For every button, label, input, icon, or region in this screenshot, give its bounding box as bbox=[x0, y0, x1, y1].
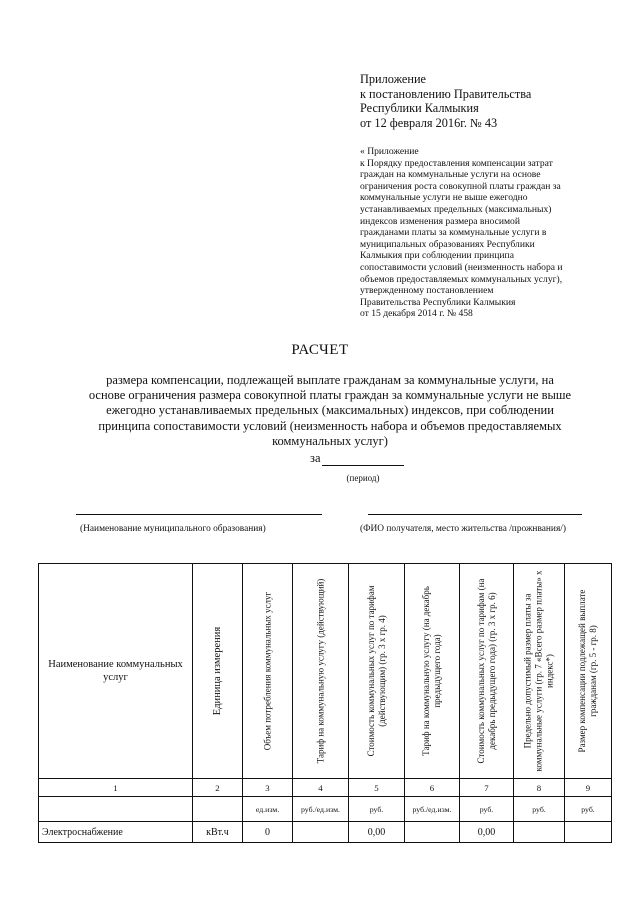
column-number: 3 bbox=[243, 779, 293, 797]
sub-appendix-line: индексов изменения размера вносимой bbox=[360, 215, 520, 227]
header-tariff-prev: Тариф на коммунальную услугу (на декабрь предыдущего года) bbox=[421, 586, 442, 756]
sub-appendix-line: « Приложение bbox=[360, 146, 419, 157]
unit-cell: руб. bbox=[565, 797, 612, 822]
tariff-current-cell bbox=[293, 822, 349, 843]
unit-cell: руб. bbox=[460, 797, 514, 822]
sub-appendix-line: утвержденному постановлением bbox=[360, 285, 494, 297]
period-blank-line bbox=[322, 465, 404, 466]
header-cell bbox=[293, 564, 349, 779]
column-number-row bbox=[39, 779, 612, 797]
max-payment-cell bbox=[514, 822, 565, 843]
header-max-payment: Предельно допустимый размер платы за коммунальные услуги (гр. 7 «Всего размер платы» х индекс*) bbox=[522, 570, 555, 772]
appendix-block bbox=[360, 72, 610, 130]
purpose-line: принципа сопоставимости условий (неизменность набора и объемов предоставляемых bbox=[98, 418, 562, 433]
header-unit: Единица измерения bbox=[211, 626, 223, 716]
sub-appendix-line: объемов предоставляемых коммунальных услуг), bbox=[360, 273, 563, 285]
header-cost-current: Стоимость коммунальных услуг по тарифам (действующим) (гр. 3 х гр. 4) bbox=[365, 585, 387, 757]
column-number: 4 bbox=[293, 779, 349, 797]
sub-appendix-line: устанавливаемых предельных (максимальных) bbox=[360, 203, 552, 215]
column-number: 1 bbox=[39, 779, 193, 797]
cost-current-cell: 0,00 bbox=[349, 822, 405, 843]
sub-appendix-line: к Порядку предоставления компенсации затрат bbox=[360, 157, 553, 169]
header-cost-prev: Стоимость коммунальных услуг по тарифам (на декабрь предыдущего года) (гр. 3 х гр. 6) bbox=[475, 578, 497, 764]
unit-cell: руб. bbox=[349, 797, 405, 822]
appendix-line: Приложение bbox=[360, 72, 426, 86]
period-prefix: за bbox=[310, 451, 321, 465]
recipient-blank-line bbox=[368, 514, 582, 515]
sub-appendix-line: Правительства Республики Калмыкия bbox=[360, 296, 516, 308]
header-cell bbox=[243, 564, 293, 779]
sub-appendix-line: сопоставимости условий (неизменность набора и bbox=[360, 261, 563, 273]
header-cell bbox=[193, 564, 243, 779]
header-cell bbox=[565, 564, 612, 779]
column-number: 7 bbox=[460, 779, 514, 797]
header-compensation: Размер компенсации подлежащей выплате гражданам (гр. 5 - гр. 8) bbox=[577, 589, 598, 753]
unit-cell bbox=[193, 797, 243, 822]
unit-cell bbox=[39, 797, 193, 822]
sub-appendix-line: коммунальные услуги не выше ежегодно bbox=[360, 192, 528, 204]
column-number: 2 bbox=[193, 779, 243, 797]
municipality-caption: (Наименование муниципального образования) bbox=[80, 524, 266, 534]
header-service-name: Наименование коммунальных услуг bbox=[39, 564, 193, 779]
unit-value-cell: кВт.ч bbox=[193, 822, 243, 843]
unit-cell: ед.изм. bbox=[243, 797, 293, 822]
header-volume: Объем потребления коммунальных услуг bbox=[262, 591, 272, 751]
header-cell bbox=[514, 564, 565, 779]
appendix-line: от 12 февраля 2016г. № 43 bbox=[360, 115, 498, 130]
calculation-table bbox=[38, 563, 612, 843]
column-number: 8 bbox=[514, 779, 565, 797]
volume-cell: 0 bbox=[243, 822, 293, 843]
header-tariff-current: Тариф на коммунальную услугу (действующий) bbox=[315, 578, 325, 764]
table-row bbox=[39, 822, 612, 843]
sub-appendix-line: от 15 декабря 2014 г. № 458 bbox=[360, 308, 473, 320]
header-cell bbox=[460, 564, 514, 779]
appendix-line: Республики Калмыкия bbox=[360, 101, 479, 115]
sub-appendix-line: муниципальных образованиях Республики bbox=[360, 238, 535, 250]
header-cell bbox=[405, 564, 460, 779]
units-row bbox=[39, 797, 612, 822]
sub-appendix-line: ограничения роста совокупной платы граждан за bbox=[360, 180, 561, 192]
sub-appendix-block bbox=[360, 146, 600, 320]
document-purpose bbox=[80, 373, 580, 449]
sub-appendix-line: гражданами платы за коммунальные услуги в bbox=[360, 227, 547, 239]
unit-cell: руб./ед.изм. bbox=[293, 797, 349, 822]
unit-cell: руб./ед.изм. bbox=[405, 797, 460, 822]
purpose-line: коммунальных услуг) bbox=[272, 433, 388, 448]
header-cell bbox=[349, 564, 405, 779]
municipality-blank-line bbox=[76, 514, 322, 515]
column-number: 9 bbox=[565, 779, 612, 797]
sub-appendix-line: Калмыкия при соблюдении принципа bbox=[360, 250, 514, 262]
purpose-line: основе ограничения размера совокупной платы граждан за коммунальные услуги не выше bbox=[88, 388, 572, 403]
unit-cell: руб. bbox=[514, 797, 565, 822]
tariff-prev-cell bbox=[405, 822, 460, 843]
purpose-line: размера компенсации, подлежащей выплате гражданам за коммунальные услуги, на bbox=[106, 373, 554, 387]
sub-appendix-line: граждан на коммунальные услуги на основе bbox=[360, 169, 541, 181]
document-title: РАСЧЕТ bbox=[291, 342, 349, 358]
recipient-caption: (ФИО получателя, место жительства /прожнвания/) bbox=[360, 524, 566, 534]
column-number: 5 bbox=[349, 779, 405, 797]
compensation-cell bbox=[565, 822, 612, 843]
purpose-line: ежегодно устанавливаемых предельных (максимальных) индексов, при соблюдении bbox=[106, 403, 554, 418]
header-row bbox=[39, 564, 612, 779]
column-number: 6 bbox=[405, 779, 460, 797]
cost-prev-cell: 0,00 bbox=[460, 822, 514, 843]
service-name-cell: Электроснабжение bbox=[39, 822, 193, 843]
period-caption: (период) bbox=[346, 473, 380, 483]
appendix-line: к постановлению Правительства bbox=[360, 86, 532, 101]
